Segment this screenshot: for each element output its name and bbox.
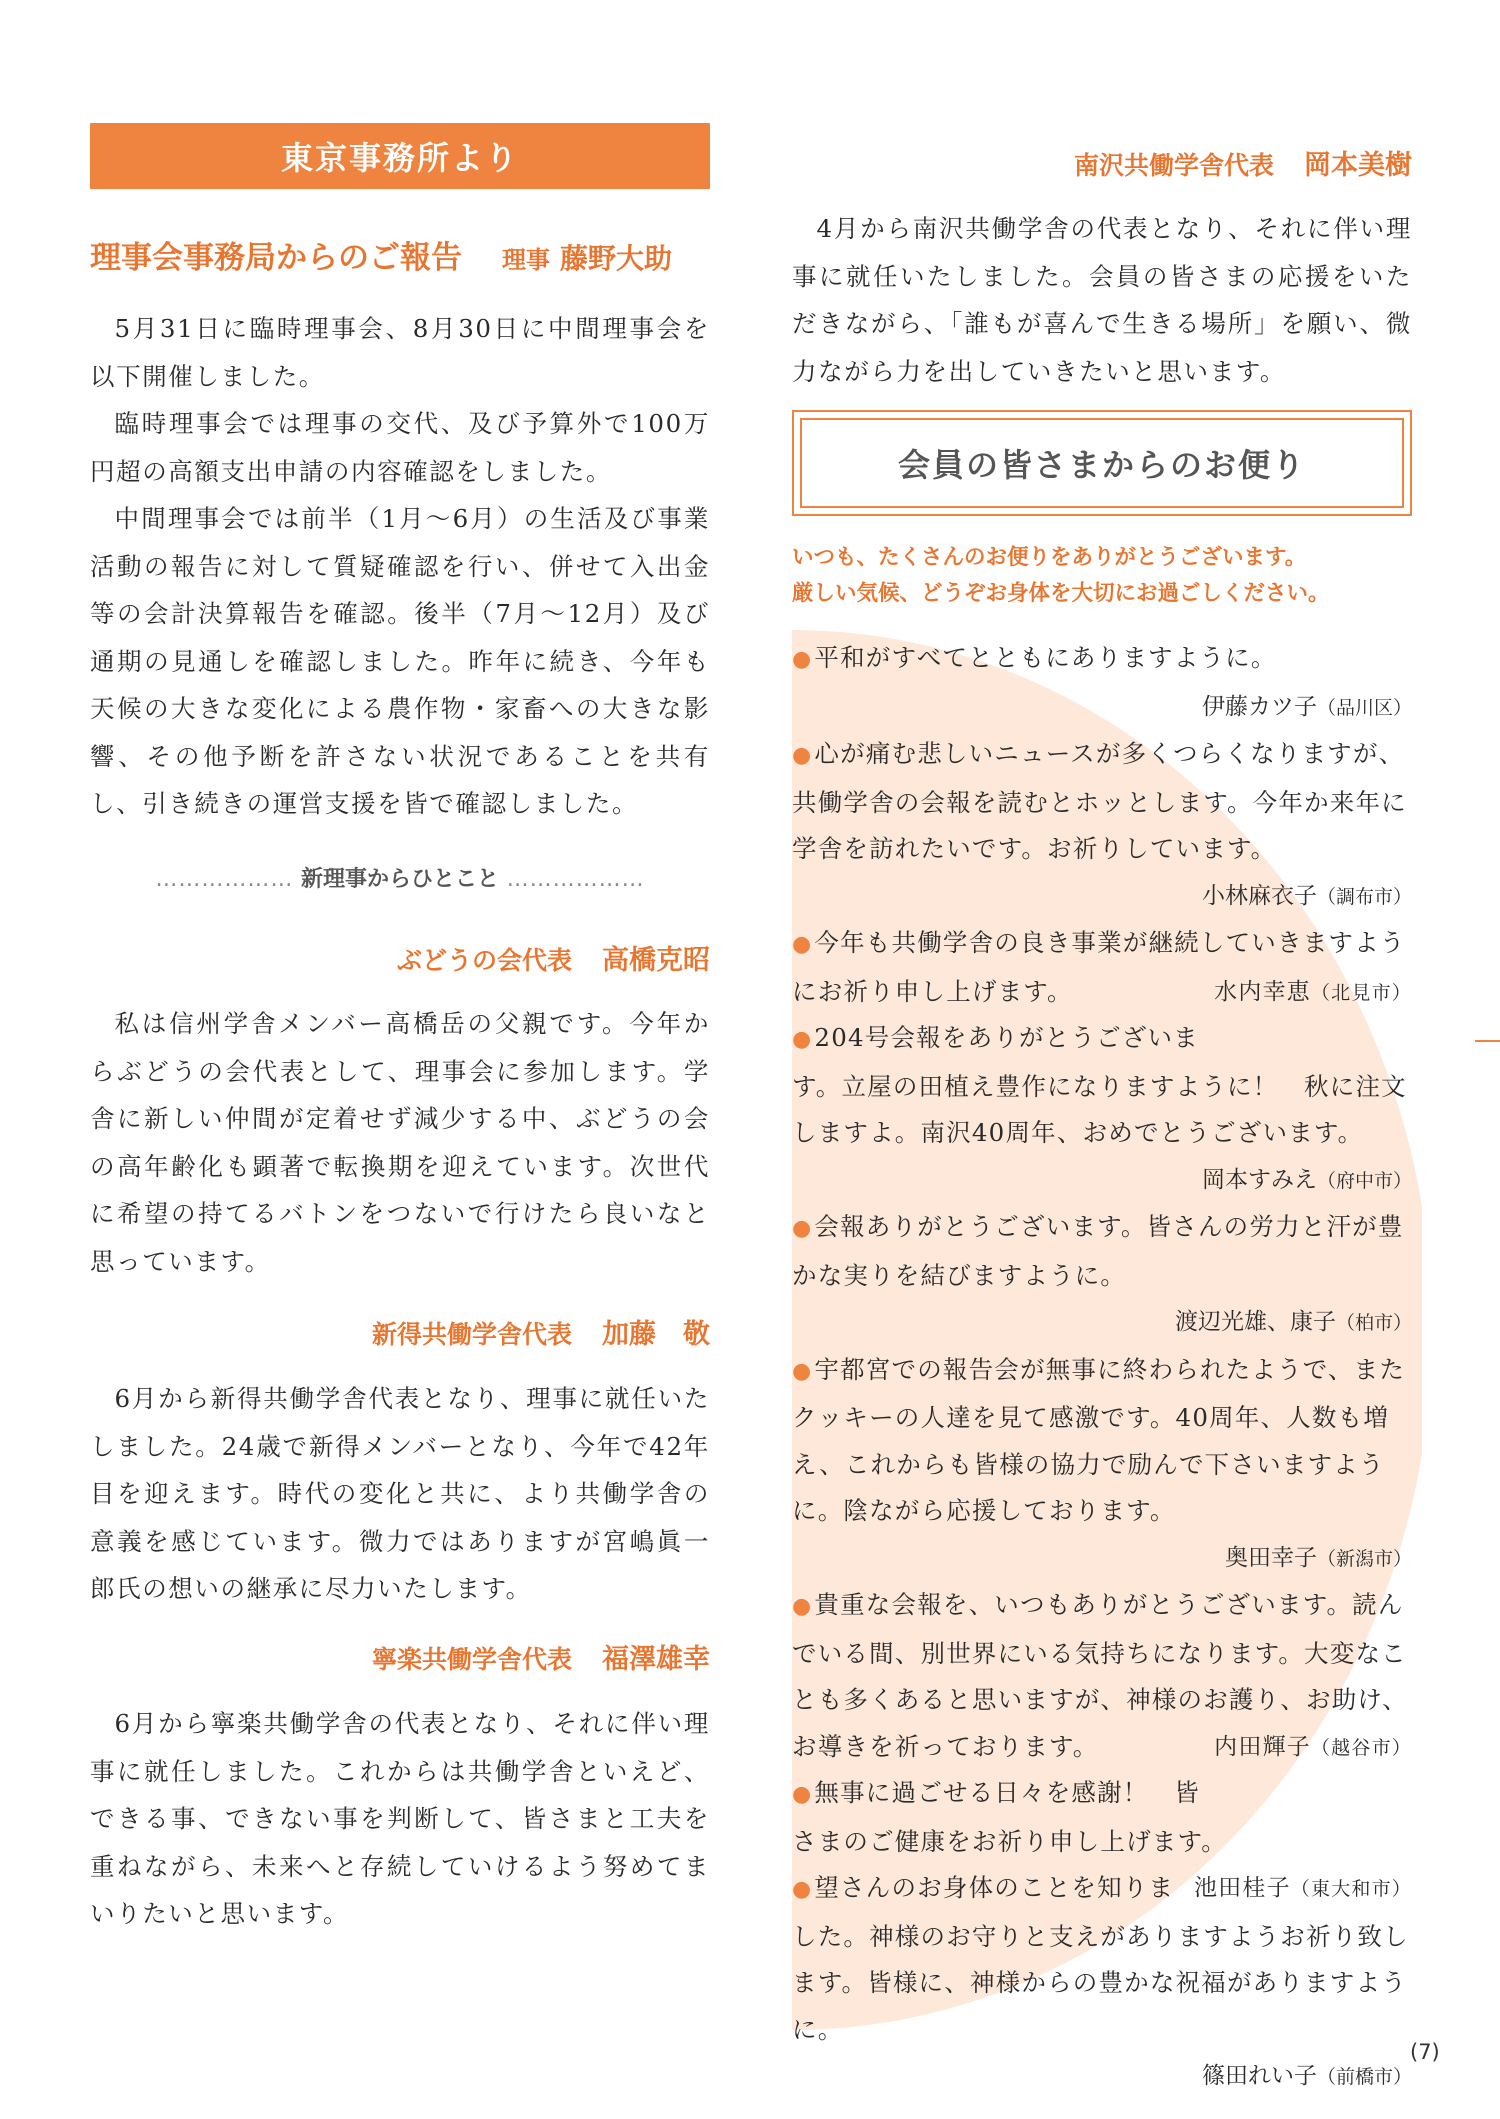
section-divider (90, 862, 710, 893)
director-heading (90, 1312, 710, 1351)
list-item (792, 1347, 1412, 1583)
director-name: 加藤 敬 (602, 1319, 710, 1350)
bullet-icon: ● (792, 1782, 813, 1807)
list-item (792, 1770, 1412, 1901)
director-text: 6月から寧楽共働学舎の代表となり、それに伴い理事に就任しました。これからは共働学舎といえど、できる事、できない事を判断して、皆さまと工夫を重ねながら、未来へと存続していけるよう努めてまいりたいと思います。 (90, 1709, 710, 1928)
list-item (792, 920, 1412, 1015)
letter-text: 心が痛む悲しいニュースが多くつらくなりますが、共働学舎の会報を読むとホッとします。今年か来年に学舎を訪れたいです。お祈りしています。 (792, 739, 1407, 863)
letter-name: 内田輝子 (1214, 1733, 1311, 1760)
bullet-icon: ● (792, 1358, 813, 1384)
list-item (792, 1015, 1412, 1204)
letter-signature (1214, 969, 1412, 1017)
director-heading (90, 938, 710, 977)
letter-city: （越谷市） (1310, 1736, 1412, 1759)
director-name: 岡本美樹 (1304, 150, 1412, 181)
letter-text: 宇都宮での報告会が無事に終わられたようで、またクッキーの人達を見て感激です。40周年、人数も増え、これからも皆様の協力で励んで下さいますように。陰ながら応援しております。 (792, 1354, 1406, 1525)
divider-dots: ……………… (155, 867, 294, 892)
section-banner: 東京事務所より (90, 123, 710, 189)
report-title-text: 理事会事務局からのご報告 (90, 240, 462, 276)
letter-city: （調布市） (1316, 885, 1412, 908)
letter-text: 204号会報をありがとうございます。立屋の田植え豊作になりますように！ 秋に注文しますよ。南沢40周年、おめでとうございます。 (792, 1023, 1407, 1147)
bullet-icon: ● (792, 647, 813, 672)
letter-text: 今年も共働学舎の良き事業が継続していきますようにお祈り申し上げます。 (792, 928, 1406, 1006)
director-heading (90, 1637, 710, 1676)
letter-city: （新潟市） (1316, 1547, 1412, 1570)
bullet-icon: ● (792, 1216, 813, 1241)
director-text: 4月から南沢共働学舎の代表となり、それに伴い理事に就任いたしました。会員の皆さまの応援をいただきながら、「誰もが喜んで生きる場所」を願い、微力ながら力を出していきたいと思います。 (792, 214, 1412, 386)
list-item (792, 1582, 1412, 1770)
letter-name: 篠田れい子 (1201, 2063, 1317, 2089)
divider-dots: ……………… (506, 867, 645, 892)
letters-list (792, 635, 1412, 2101)
side-tick-mark (1475, 1040, 1500, 1042)
list-item (792, 731, 1412, 920)
director-text: 6月から新得共働学舎代表となり、理事に就任いたしました。24歳で新得メンバーとなり、今年で42年目を迎えます。時代の変化と共に、より共働学舎の意義を感じています。微力ではありますが宮嶋眞一郎氏の想いの継承に尽力いたします。 (90, 1384, 710, 1603)
letter-signature (792, 1157, 1412, 1205)
report-body (90, 305, 710, 828)
director-message (90, 1375, 710, 1613)
director-org: 新得共働学舎代表 (371, 1320, 572, 1349)
letter-name: 池田桂子 (1193, 1875, 1291, 1901)
letter-signature (1214, 1724, 1412, 1772)
director-org: ぶどうの会代表 (396, 946, 572, 975)
letter-signature (792, 1535, 1412, 1583)
director-message (792, 205, 1412, 395)
letter-city: （柏市） (1335, 1312, 1412, 1334)
director-heading (792, 143, 1412, 182)
bullet-icon: ● (792, 932, 813, 957)
letter-name: 奥田幸子 (1224, 1544, 1317, 1571)
director-text: 私は信州学舎メンバー高橋岳の父親です。今年からぶどうの会代表として、理事会に参加します。学舎に新しい仲間が定着せず減少する中、ぶどうの会の高年齢化も顕著で転換期を迎えています。次世代に希望の持てるバトンをつないで行けたら良いなと思っています。 (90, 1009, 710, 1276)
greeting-line: いつも、たくさんのお便りをありがとうございます。 (792, 545, 1307, 570)
director-org: 寧楽共働学舎代表 (371, 1645, 572, 1674)
divider-label: 新理事からひとこと (300, 867, 499, 892)
bullet-icon: ● (792, 1027, 813, 1052)
letter-city: （品川区） (1316, 696, 1412, 719)
letter-signature (1194, 1865, 1412, 1913)
letter-text: 無事に過ごせる日々を感謝！ 皆さまのご健康をお祈り申し上げます。 (792, 1778, 1227, 1856)
report-paragraph: 5月31日に臨時理事会、8月30日に中間理事会を以下開催しました。 (90, 314, 710, 391)
report-paragraph: 臨時理事会では理事の交代、及び予算外で100万円超の高額支出申請の内容確認をしました。 (90, 409, 710, 486)
list-item (792, 1204, 1412, 1347)
letter-name: 小林麻衣子 (1201, 882, 1317, 909)
greeting-line: 厳しい気候、どうぞお身体を大切にお過ごしください。 (792, 581, 1330, 606)
letter-signature (792, 2053, 1412, 2101)
letter-city: （東大和市） (1290, 1878, 1412, 1900)
letters-title-box (792, 410, 1412, 516)
report-role: 理事 (502, 245, 550, 274)
letter-city: （府中市） (1316, 1169, 1412, 1192)
bullet-icon: ● (792, 1877, 813, 1902)
bullet-icon: ● (792, 743, 813, 768)
letter-city: （北見市） (1310, 981, 1412, 1004)
list-item (792, 635, 1412, 731)
bullet-icon: ● (792, 1594, 813, 1619)
letters-title: 会員の皆さまからのお便り (800, 418, 1404, 508)
letter-name: 水内幸恵 (1214, 978, 1311, 1005)
director-message (90, 1700, 710, 1938)
report-author: 藤野大助 (560, 242, 673, 275)
letters-greeting (792, 540, 1412, 612)
director-name: 高橋克昭 (602, 945, 710, 976)
letter-name: 伊藤カツ子 (1201, 693, 1317, 720)
letter-name: 岡本すみえ (1201, 1166, 1317, 1193)
letter-signature (792, 873, 1412, 921)
director-name: 福澤雄幸 (602, 1644, 710, 1675)
letter-signature (792, 684, 1412, 732)
report-paragraph: 中間理事会では前半（1月〜6月）の生活及び事業活動の報告に対して質疑確認を行い、併せて入出金等の会計決算報告を確認。後半（7月〜12月）及び通期の見通しを確認しました。昨年に続き、今年も天候の大きな変化による農作物・家畜への大きな影響、その他予断を許さない状況であることを共有し、引き続きの運営支援を皆で確認しました。 (90, 504, 710, 818)
letter-city: （前橋市） (1316, 2066, 1412, 2088)
letter-signature (792, 1299, 1412, 1347)
letter-text: 平和がすべてとともにありますように。 (814, 643, 1277, 672)
report-title (90, 232, 710, 277)
director-message (90, 1000, 710, 1285)
letter-text: 望さんのお身体のことを知りました。神様のお守りと支えがありますようお祈り致します。皆様に、神様からの豊かな祝福がありますように。 (792, 1873, 1409, 2044)
letter-text: 貴重な会報を、いつもありがとうございます。読んでいる間、別世界にいる気持ちになります。大変なことも多くあると思いますが、神様のお護り、お助け、お導きを祈っております。 (792, 1590, 1408, 1761)
letter-text: 会報ありがとうございます。皆さんの労力と汗が豊かな実りを結びますように。 (792, 1212, 1404, 1290)
page-number: (7) (1410, 2040, 1440, 2064)
director-org: 南沢共働学舎代表 (1073, 151, 1274, 180)
letter-name: 渡辺光雄、康子 (1174, 1309, 1336, 1335)
